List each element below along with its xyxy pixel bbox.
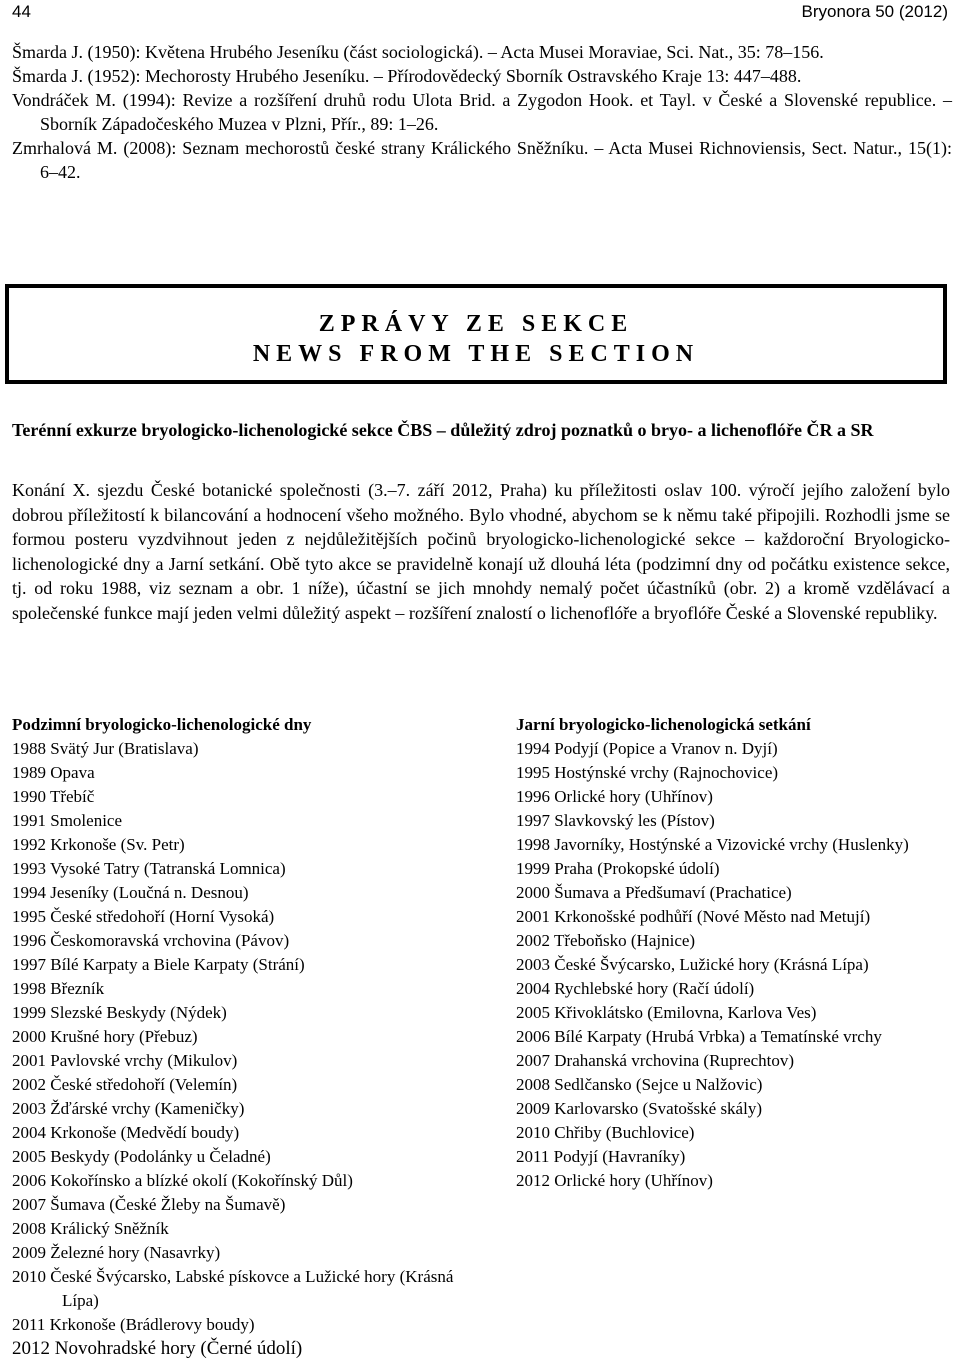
list-item: 1997 Slavkovský les (Pístov) — [516, 811, 715, 830]
references-list — [12, 40, 952, 184]
list-item: 2010 Chřiby (Buchlovice) — [516, 1123, 695, 1142]
list-item: 2000 Krušné hory (Přebuz) — [12, 1027, 198, 1046]
list-item: 1989 Opava — [12, 763, 95, 782]
list-item: 2006 Kokořínsko a blízké okolí (Kokořínský Důl) — [12, 1171, 353, 1190]
reference-item: Vondráček M. (1994): Revize a rozšíření druhů rodu Ulota Brid. a Zygodon Hook. et Tayl. v České a Slovenské republice. – Sborník Západočeského Muzea v Plzni, Přír., 89: 1–26. — [12, 90, 952, 134]
list-item: 2001 Krkonošské podhůří (Nové Město nad Metují) — [516, 907, 871, 926]
list-item: 2011 Krkonoše (Brádlerovy boudy) — [12, 1315, 255, 1334]
journal-header: Bryonora 50 (2012) — [801, 2, 948, 21]
list-item: 2005 Křivoklátsko (Emilovna, Karlova Ves) — [516, 1003, 817, 1022]
list-item: 2009 Karlovarsko (Svatošské skály) — [516, 1099, 762, 1118]
list-item: 2004 Rychlebské hory (Račí údolí) — [516, 979, 755, 998]
list-item: 1994 Podyjí (Popice a Vranov n. Dyjí) — [516, 739, 778, 758]
list-item: 2001 Pavlovské vrchy (Mikulov) — [12, 1051, 238, 1070]
page-number: 44 — [12, 2, 31, 21]
reference-item: Šmarda J. (1950): Květena Hrubého Jeseníku (část sociologická). – Acta Musei Moraviae, Sci. Nat., 35: 78–156. — [12, 42, 824, 62]
banner-title-en: NEWS FROM THE SECTION — [252, 341, 700, 367]
list-item: 1996 Orlické hory (Uhřínov) — [516, 787, 713, 806]
list-item: 1992 Krkonoše (Sv. Petr) — [12, 835, 185, 854]
list-item: 1998 Javorníky, Hostýnské a Vizovické vrchy (Huslenky) — [516, 835, 909, 854]
list-item: 2008 Sedlčansko (Sejce u Nalžovic) — [516, 1075, 763, 1094]
list-item: 1998 Březník — [12, 979, 105, 998]
list-item: 2007 Šumava (České Žleby na Šumavě) — [12, 1195, 286, 1214]
spring-meetings-list — [516, 713, 956, 1193]
list-item: 2002 Třeboňsko (Hajnice) — [516, 931, 696, 950]
list-item: 2012 Orlické hory (Uhřínov) — [516, 1171, 713, 1190]
list-item: 1993 Vysoké Tatry (Tatranská Lomnica) — [12, 859, 286, 878]
list-item: 2009 Železné hory (Nasavrky) — [12, 1243, 221, 1262]
list-item: 1997 Bílé Karpaty a Biele Karpaty (Strání) — [12, 955, 305, 974]
list-item: 1996 Českomoravská vrchovina (Pávov) — [12, 931, 290, 950]
list-item: 2000 Šumava a Předšumaví (Prachatice) — [516, 883, 792, 902]
banner-title-cz: ZPRÁVY ZE SEKCE — [318, 311, 634, 337]
reference-item: Šmarda J. (1952): Mechorosty Hrubého Jeseníku. – Přírodovědecký Sborník Ostravského Kraje 13: 447–488. — [12, 66, 802, 86]
list-item: 2007 Drahanská vrchovina (Ruprechtov) — [516, 1051, 795, 1070]
spring-meetings-heading: Jarní bryologicko-lichenologická setkání — [516, 715, 811, 734]
section-banner — [5, 284, 947, 384]
list-item: 2006 Bílé Karpaty (Hrubá Vrbka) a Tematínské vrchy — [516, 1027, 882, 1046]
list-item: 1994 Jeseníky (Loučná n. Desnou) — [12, 883, 249, 902]
list-item: 1988 Svätý Jur (Bratislava) — [12, 739, 199, 758]
list-item: 1990 Třebíč — [12, 787, 95, 806]
list-item: 1999 Slezské Beskydy (Nýdek) — [12, 1003, 227, 1022]
reference-item: Zmrhalová M. (2008): Seznam mechorostů české strany Králického Sněžníku. – Acta Musei Richnoviensis, Sect. Natur., 15(1): 6–42. — [12, 138, 952, 182]
list-item: 1995 Hostýnské vrchy (Rajnochovice) — [516, 763, 779, 782]
list-item: 2002 České středohoří (Velemín) — [12, 1075, 238, 1094]
list-item: 2008 Králický Sněžník — [12, 1219, 169, 1238]
list-item: 1999 Praha (Prokopské údolí) — [516, 859, 720, 878]
autumn-days-list — [12, 713, 482, 1361]
article-body: Konání X. sjezdu České botanické společnosti (3.–7. září 2012, Praha) ku příležitosti oslav 100. výročí jejího založení bylo dobrou příležitostí k bilancování a hodnocení všeho možného. Bylo vhodné, abychom se k němu také připojili. Rozhodli jsme se formou posteru vyzdvihnout jeden z nejdůležitějších počinů bryologicko-lichenologické sekce – každoroční Bryologicko-lichenologické dny a Jarní setkání. Obě tyto akce se pravidelně konají už dlouhá léta (podzimní dny od počátku existence sekce, tj. od roku 1988, viz seznam a obr. 1 níže), účastní se jich mnohdy nemalý počet účastníků (obr. 2) a kromě vzdělávací a společenské funkce mají jeden velmi důležitý aspekt – rozšíření znalostí o lichenoflóře a bryoflóře České a Slovenské republiky. — [12, 480, 950, 623]
list-item: 2005 Beskydy (Podolánky u Čeladné) — [12, 1147, 271, 1166]
list-item: 2003 České Švýcarsko, Lužické hory (Krásná Lípa) — [516, 955, 869, 974]
list-item: 1995 České středohoří (Horní Vysoká) — [12, 907, 275, 926]
list-item: 2012 Novohradské hory (Černé údolí) — [12, 1338, 303, 1359]
list-item: 2003 Žďárské vrchy (Kameničky) — [12, 1099, 245, 1118]
article-title: Terénní exkurze bryologicko-lichenologické sekce ČBS – důležitý zdroj poznatků o bryo- a lichenoflóře ČR a SR — [12, 420, 874, 440]
list-item: 2010 České Švýcarsko, Labské pískovce a Lužické hory (Krásná Lípa) — [12, 1267, 454, 1310]
list-item: 1991 Smolenice — [12, 811, 123, 830]
list-item: 2004 Krkonoše (Medvědí boudy) — [12, 1123, 240, 1142]
autumn-days-heading: Podzimní bryologicko-lichenologické dny — [12, 715, 312, 734]
list-item: 2011 Podyjí (Havraníky) — [516, 1147, 686, 1166]
